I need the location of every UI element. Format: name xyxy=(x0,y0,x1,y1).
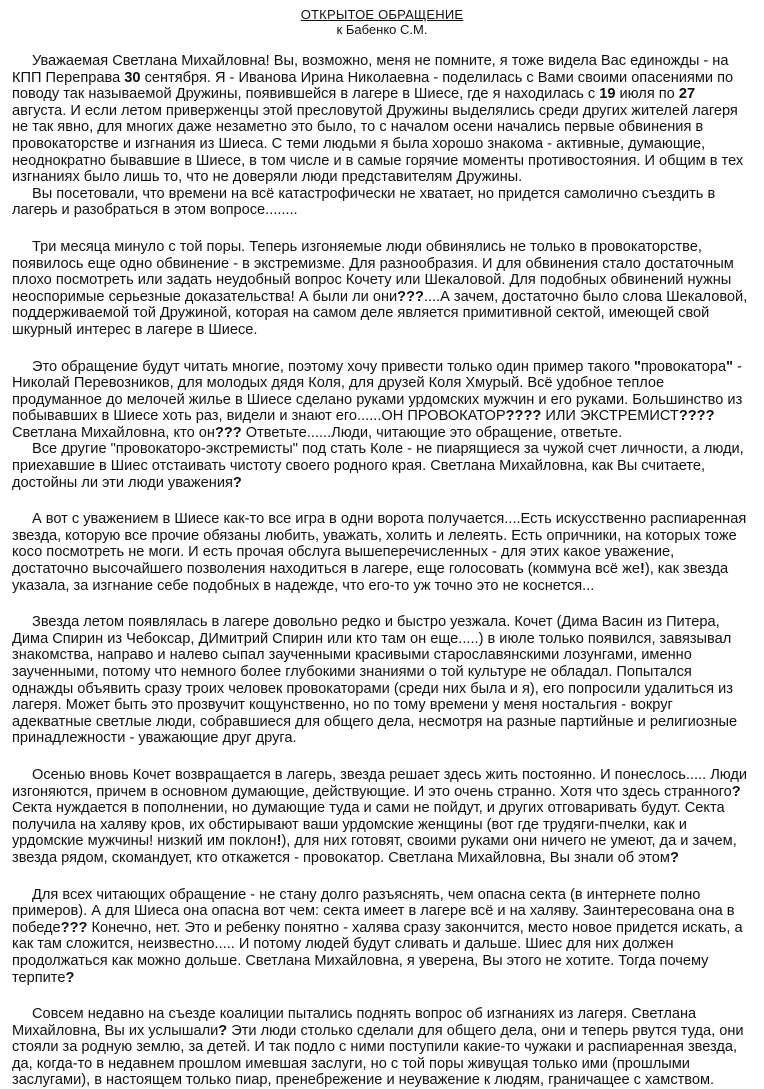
paragraph-gap xyxy=(12,219,752,239)
paragraph xyxy=(12,359,752,442)
text-run: Светлана Михайловна, кто он xyxy=(12,424,215,441)
text-run: ИЛИ ЭКСТРЕМИСТ xyxy=(541,408,679,425)
emphasis-run: ? xyxy=(232,474,242,491)
text-run: Конечно, нет. Это и ребенку понятно - халява сразу закончится, место новое придется искать, а как там сложится, неизвестно..... И потому людей будут сливать и дальше. Шиес для них должен продолжаться как можно дольше. Светлана Михайловна, я уверена, Вы этого не хотите. Тогда почему терпите xyxy=(12,919,743,986)
text-run: Это обращение будут читать многие, поэтому хочу привести только один пример такого xyxy=(32,358,634,375)
text-run: Осенью вновь Кочет возвращается в лагерь, звезда решает здесь жить постоянно. И понеслось..... Люди изгоняются, причем в основном думающие, действующие. И это очень странно. Хотя что здесь странного xyxy=(12,766,748,800)
paragraph-gap xyxy=(12,986,752,1006)
paragraph-gap xyxy=(12,594,752,614)
emphasis-run: ? xyxy=(731,783,741,800)
text-run: Секта нуждается в пополнении, но думающие туда и сами не пойдут, и других отговаривать будут. Секта получила на халяву кров, их обстирывают ваши урдомские женщины (вот где трудяги-пчелки, как и урдомские мужчины! низкий им поклон xyxy=(12,800,725,850)
text-run: ), как звезда указала, за изгнание себе подобных в надежде, что его-то уж точно это не коснется... xyxy=(12,561,729,594)
text-run: июля по xyxy=(615,86,679,103)
paragraph xyxy=(12,239,752,339)
text-run: Для всех читающих обращение - не стану долго разъяснять, чем опасна секта (в интернете полно примеров). А для Шиеса она опасна вот чем: секта имеет в лагере всё и на халяву. Заинтересована она в победе xyxy=(12,886,735,936)
text-run: ), для них готовят, своими руками они ничего не умеют, да и зачем, звезда рядом, скомандует, кто откажется - провокатор. Светлана Михайловна, Вы знали об этом xyxy=(12,833,737,866)
emphasis-run: ? xyxy=(218,1022,228,1039)
text-run: Уважаемая Светлана Михайловна! Вы, возможно, меня не помните, я тоже видела Вас единожды - на КПП Переправа xyxy=(12,53,729,86)
emphasis-run: ???? xyxy=(505,408,542,425)
text-run: августа. И если летом приверженцы этой пресловутой Дружины выделялись среди других жителей лагеря не так явно, для многих даже незаметно это было, то с началом осени начались первые обвинения в провокаторстве и изгнания из Шиеса. С теми людьми я была хорошо знакома - активные, думающие, неоднократно бывавшие в Шиесе, в том числе и в самые горячие моменты противостояния. И общим в тех изгнаниях было лишь то, что не доверяли люди представителям Дружины. xyxy=(12,102,744,186)
emphasis-run: ! xyxy=(276,833,282,850)
emphasis-run: 30 xyxy=(124,69,141,86)
emphasis-run: 27 xyxy=(678,86,696,103)
emphasis-run: ??? xyxy=(397,288,424,305)
paragraph xyxy=(12,511,752,594)
text-run: Звезда летом появлялась в лагере довольно редко и быстро уезжала. Кочет (Дима Васин из Питера, Дима Спирин из Чебоксар, ДИмитрий Спирин или кто там он еще.....) в июле только появился, завязывал знакомства, направо и налево сыпал заученными красивыми старославянскими лозунгами, именно заученными, потому что немного более глубокими знаниями о той культуре не обладал. Попытался однажды объявить сразу троих человек провокаторами (среди них была и я), его попросили удалиться из лагеря. Может быть это прозвучит кощунственно, но по тому времени у меня ностальгия - вокруг адекватные светлые люди, собравшиеся для общего дела, несмотря на разные партийные и религиозные принадлежности - уважающие друг друга. xyxy=(12,614,738,747)
paragraph-gap xyxy=(12,491,752,511)
emphasis-run: " xyxy=(726,358,733,375)
text-run: провокатора xyxy=(640,358,727,375)
emphasis-run: 19 xyxy=(599,86,616,103)
letter-body xyxy=(12,53,752,1089)
paragraph xyxy=(12,1006,752,1089)
paragraph xyxy=(12,614,752,747)
text-run: Вы посетовали, что времени на всё катастрофически не хватает, но придется самолично съездить в лагерь и разобраться в этом вопросе........ xyxy=(12,185,716,219)
emphasis-run: ???? xyxy=(678,408,715,425)
paragraph-gap xyxy=(12,747,752,767)
text-run: Ответьте......Люди, читающие это обращение, ответьте. xyxy=(241,424,623,441)
text-run: сентября. Я - Иванова Ирина Николаевна - поделилась с Вами своими опасениями по поводу так называемой Дружины, появившейся в лагере в Шиесе, где я находилась с xyxy=(12,69,734,103)
paragraph xyxy=(12,186,752,219)
emphasis-run: ? xyxy=(669,849,679,866)
paragraph xyxy=(12,53,752,186)
paragraph xyxy=(12,887,752,987)
paragraph-gap xyxy=(12,867,752,887)
emphasis-run: " xyxy=(633,358,641,375)
text-run: - Николай Перевозников, для молодых дядя Коля, для друзей Коля Хмурый. Всё удобное теплое продуманное до мелочей жилье в Шиесе сделано руками урдомских мужчин и его руками. Большинство из побывавших в Шиесе хоть раз, видели и знают его......ОН ПРОВОКАТОР xyxy=(12,358,743,425)
text-run: Эти люди столько сделали для общего дела, они и теперь рвутся туда, они стояли за родную землю, за детей. И так подло с ними поступили какие-то чужаки и распиаренная звезда, да, когда-то в недавнем прошлом имевшая заслуги, но с той поры живущая только ими (прошлыми заслугами), в настоящем только пиар, пренебрежение и неуважение к людям, граничащее с хамством. xyxy=(12,1022,744,1089)
text-run: А вот с уважением в Шиесе как-то все игра в одни ворота получается....Есть искусственно распиаренная звезда, которую все прочие обязаны любить, уважать, холить и лелеять. Есть опричники, на которых тоже косо посмотреть не моги. И есть прочая обслуга вышеперечисленных - для этих какое уважение, достаточно высочайшего позволения находиться в лагере, еще голосовать (коммуна всё же xyxy=(12,511,747,578)
emphasis-run: ??? xyxy=(214,424,242,441)
paragraph-gap xyxy=(12,339,752,359)
document-subtitle: к Бабенко С.М. xyxy=(336,22,428,37)
text-run: Три месяца минуло с той поры. Теперь изгоняемые люди обвинялись не только в провокаторстве, появилось еще одно обвинение - в экстремизме. Для разнообразия. И для обвинения стало достаточным плохо посмотреть или задать неудобный вопрос Кочету или Шекаловой. Для подобных обвинений нужны неоспоримые серьезные доказательства! А были ли они xyxy=(12,238,734,305)
text-run: Совсем недавно на съезде коалиции пытались поднять вопрос об изгнаниях из лагеря. Светлана Михайловна, Вы их услышали xyxy=(12,1006,697,1039)
emphasis-run: ! xyxy=(639,561,645,578)
document-title: ОТКРЫТОЕ ОБРАЩЕНИЕ xyxy=(300,7,464,22)
emphasis-run: ? xyxy=(65,969,75,986)
letter-header xyxy=(12,8,752,37)
text-run: Все другие "провокаторо-экстремисты" под стать Коле - не пиарящиеся за чужой счет личности, а люди, приехавшие в Шиес отстаивать чистоту своего родного края. Светлана Михайловна, как Вы считаете, достойны ли эти люди уважения xyxy=(12,441,744,491)
text-run: ....А зачем, достаточно было слова Шекаловой, поддерживаемой той Дружиной, которая на самом деле является примитивной сектой, имеющей свой шкурный интерес в лагере в Шиесе. xyxy=(12,288,748,338)
paragraph xyxy=(12,441,752,491)
paragraph xyxy=(12,767,752,867)
emphasis-run: ??? xyxy=(60,919,88,936)
